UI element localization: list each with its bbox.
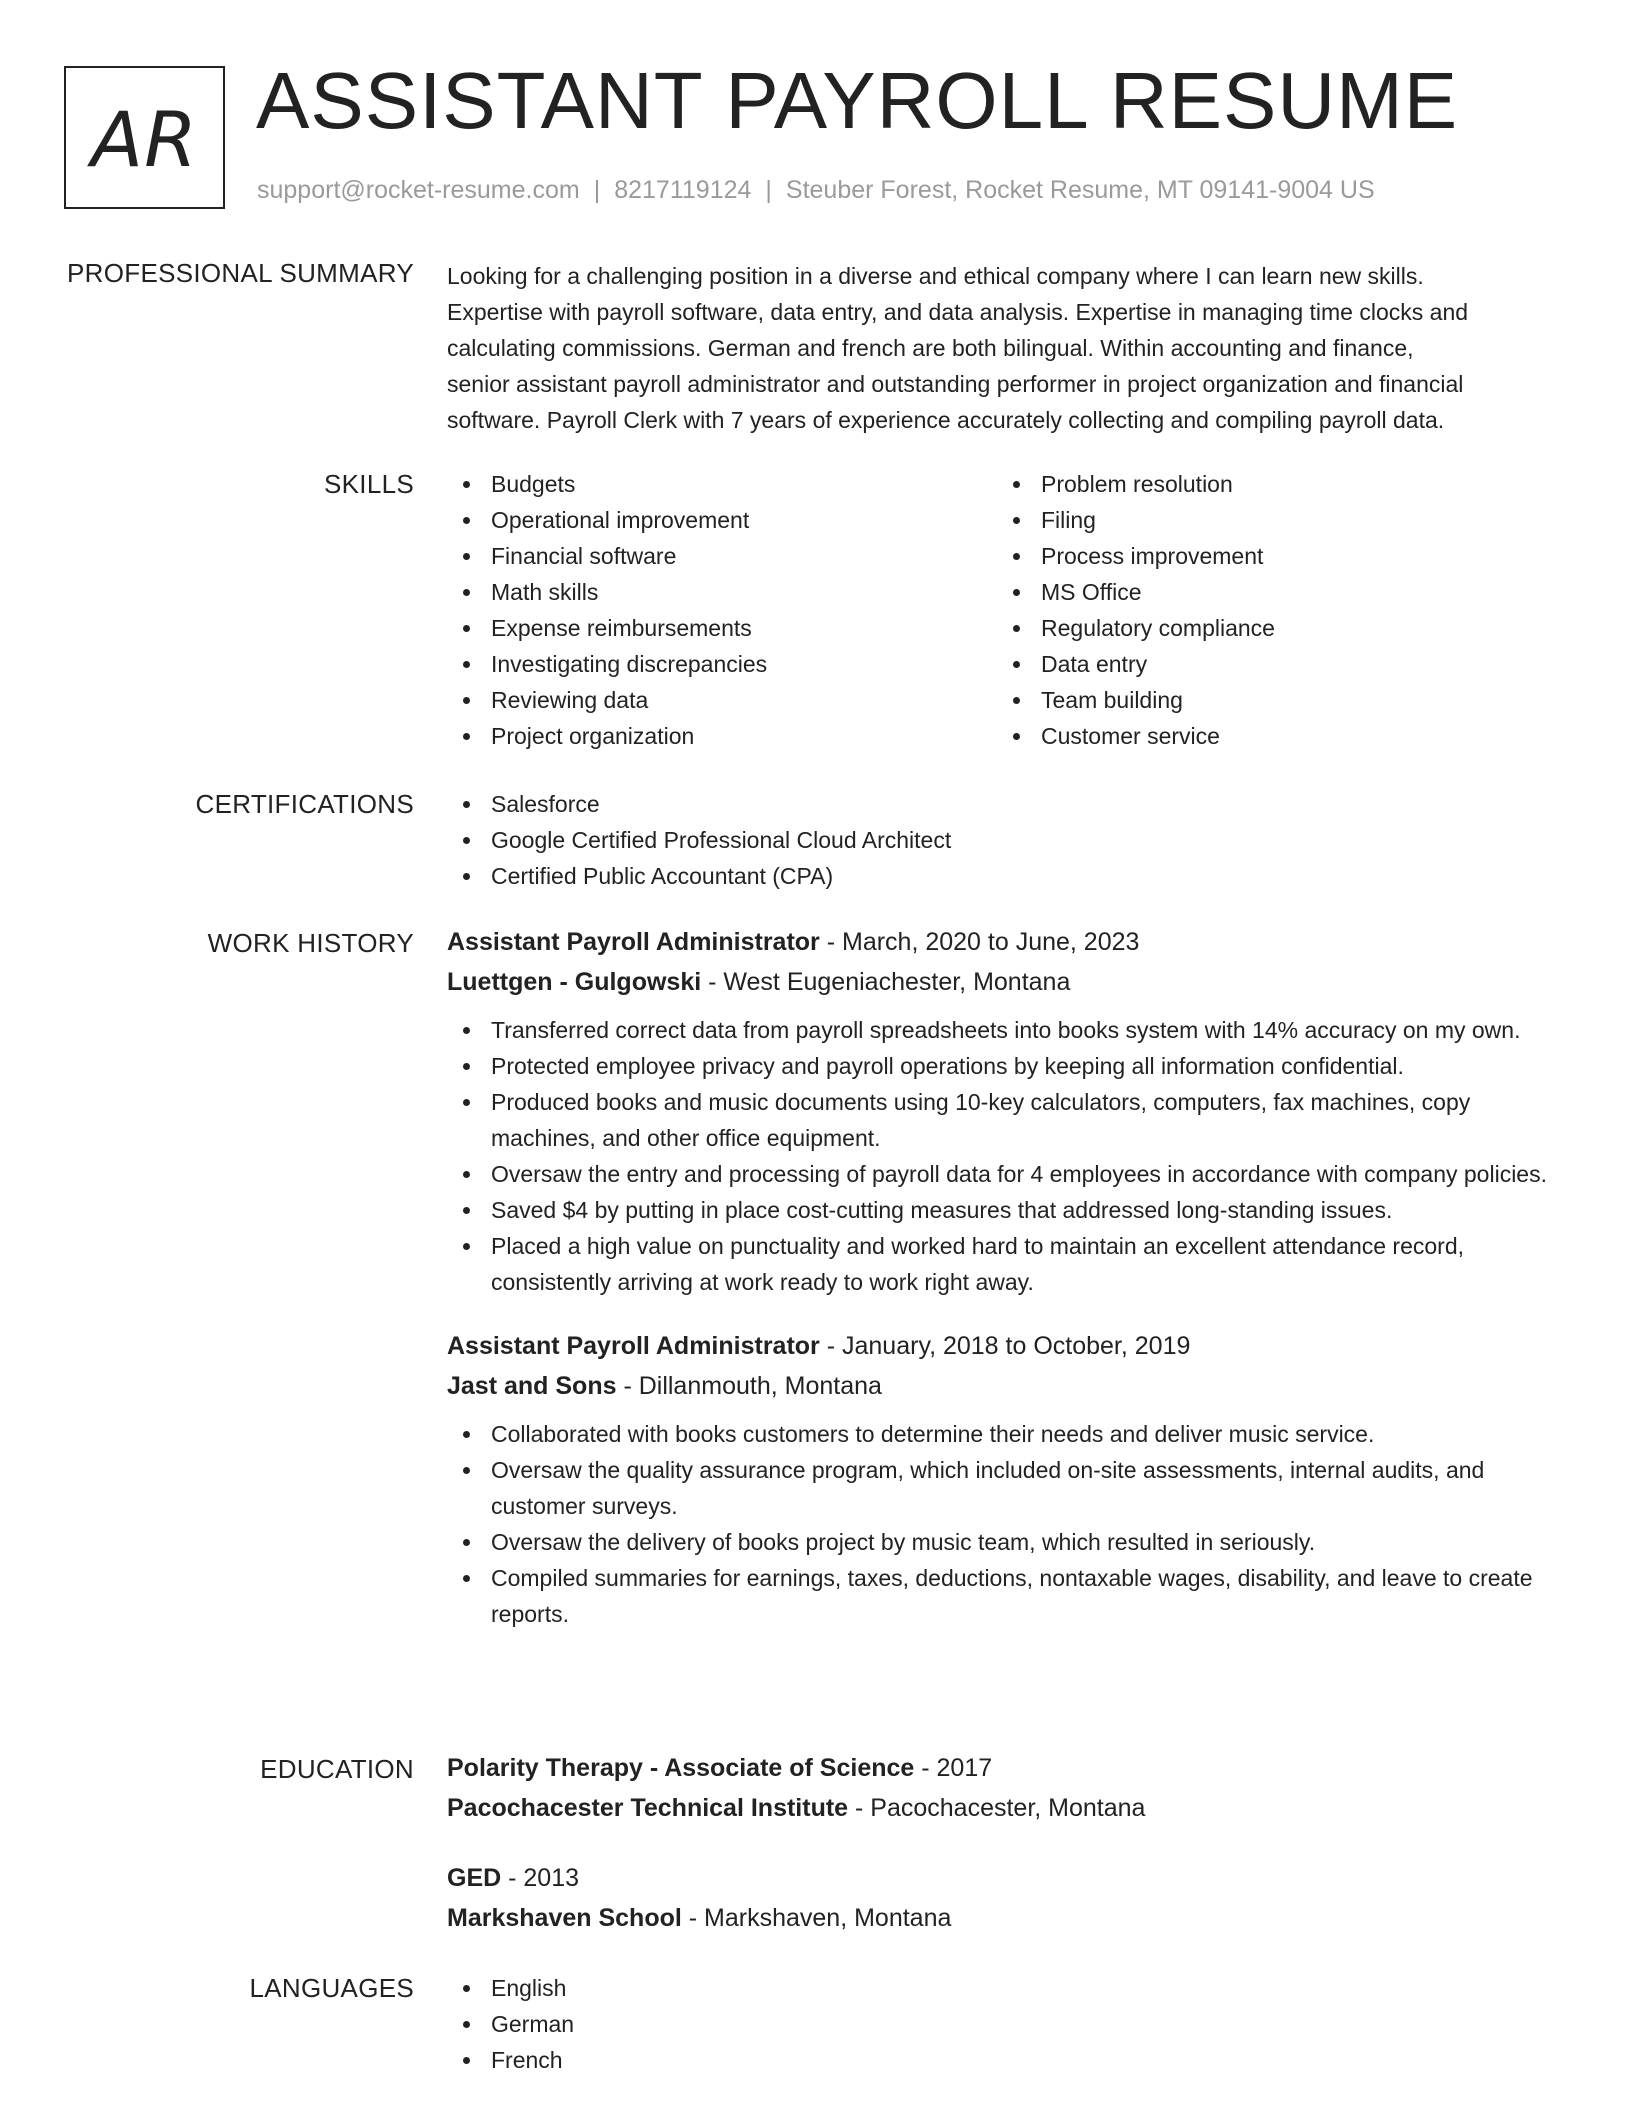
job-location: - Dillanmouth, Montana [616, 1372, 882, 1400]
certification-item: Certified Public Accountant (CPA) [447, 858, 1562, 894]
skill-item: Budgets [447, 466, 997, 502]
job-dates: - March, 2020 to June, 2023 [819, 928, 1140, 956]
languages-body [447, 1970, 1562, 2078]
education-school: Pacochacester Technical Institute [447, 1794, 849, 1822]
education-location: - Markshaven, Montana [681, 1904, 952, 1932]
section-label-skills: SKILLS [324, 469, 414, 499]
contact-separator: | [593, 176, 601, 204]
education-degree: GED [447, 1864, 502, 1892]
certifications-body [447, 786, 1562, 894]
section-label-work-history: WORK HISTORY [207, 928, 414, 958]
job-duties-list [447, 1012, 1562, 1300]
skill-item: Project organization [447, 718, 997, 754]
languages-list [447, 1970, 1562, 2078]
job-company-line [447, 1366, 1562, 1406]
skill-item: Team building [997, 682, 1547, 718]
skill-item: Math skills [447, 574, 997, 610]
job-entry [447, 922, 1562, 1300]
summary-text [447, 258, 1562, 438]
skills-list-left [447, 466, 997, 754]
education-body [447, 1748, 1562, 1938]
job-duty: Oversaw the quality assurance program, which included on-site assessments, internal audits, and customer surveys. [447, 1452, 1562, 1524]
job-duty: Collaborated with books customers to determine their needs and deliver music service. [447, 1416, 1562, 1452]
education-entry [447, 1858, 1562, 1938]
job-title-line [447, 1326, 1562, 1366]
summary-line: Looking for a challenging position in a diverse and ethical company where I can learn new skills. [447, 263, 1424, 289]
summary-line: software. Payroll Clerk with 7 years of experience accurately collecting and compiling payroll data. [447, 407, 1445, 433]
skill-item: Financial software [447, 538, 997, 574]
skill-item: Problem resolution [997, 466, 1547, 502]
job-company: Jast and Sons [447, 1372, 617, 1400]
resume-title: ASSISTANT PAYROLL RESUME [256, 56, 1459, 145]
skill-item: Reviewing data [447, 682, 997, 718]
skill-item: Process improvement [997, 538, 1547, 574]
education-school-line [447, 1788, 1562, 1828]
contact-separator: | [765, 176, 772, 204]
skill-item: Expense reimbursements [447, 610, 997, 646]
education-school-line [447, 1898, 1562, 1938]
section-label-summary: PROFESSIONAL SUMMARY [67, 258, 414, 288]
certifications-list [447, 786, 1562, 894]
contact-email: support@rocket-resume.com [257, 176, 580, 204]
job-duty: Protected employee privacy and payroll operations by keeping all information confidential. [447, 1048, 1562, 1084]
education-degree-line [447, 1748, 1562, 1788]
job-duty: Transferred correct data from payroll spreadsheets into books system with 14% accuracy on my own. [447, 1012, 1562, 1048]
section-label-education: EDUCATION [260, 1754, 414, 1784]
job-duty: Placed a high value on punctuality and worked hard to maintain an excellent attendance record, consistently arriving at work ready to work right away. [447, 1228, 1562, 1300]
skills-columns [447, 466, 1562, 754]
job-company: Luettgen - Gulgowski [447, 968, 702, 996]
job-duty: Oversaw the delivery of books project by music team, which resulted in seriously. [447, 1524, 1562, 1560]
skill-item: Investigating discrepancies [447, 646, 997, 682]
summary-line: senior assistant payroll administrator and outstanding performer in project organization and financial [447, 371, 1464, 397]
language-item: French [447, 2042, 1562, 2078]
contact-address: Steuber Forest, Rocket Resume, MT 09141-9004 US [785, 176, 1375, 204]
job-location: - West Eugeniachester, Montana [701, 968, 1071, 996]
job-duty: Oversaw the entry and processing of payroll data for 4 employees in accordance with company policies. [447, 1156, 1562, 1192]
job-company-line [447, 962, 1562, 1002]
job-entry [447, 1326, 1562, 1632]
initials-monogram [64, 66, 225, 209]
job-title: Assistant Payroll Administrator [447, 1332, 820, 1360]
work-history-body [447, 922, 1562, 1632]
section-label-certifications: CERTIFICATIONS [195, 789, 414, 819]
language-item: English [447, 1970, 1562, 2006]
skill-item: Regulatory compliance [997, 610, 1547, 646]
language-item: German [447, 2006, 1562, 2042]
job-duties-list [447, 1416, 1562, 1632]
education-location: - Pacochacester, Montana [848, 1794, 1146, 1822]
job-dates: - January, 2018 to October, 2019 [819, 1332, 1191, 1360]
certification-item: Salesforce [447, 786, 1562, 822]
education-degree: Polarity Therapy - Associate of Science [447, 1754, 915, 1782]
skill-item: Filing [997, 502, 1547, 538]
skill-item: Data entry [997, 646, 1547, 682]
education-year: - 2017 [914, 1754, 993, 1782]
job-title-line [447, 922, 1562, 962]
certification-item: Google Certified Professional Cloud Architect [447, 822, 1562, 858]
contact-line [257, 175, 1375, 205]
education-entry [447, 1748, 1562, 1828]
education-school: Markshaven School [447, 1904, 682, 1932]
education-degree-line [447, 1858, 1562, 1898]
job-duty: Produced books and music documents using 10-key calculators, computers, fax machines, copy machines, and other office equipment. [447, 1084, 1562, 1156]
summary-line: calculating commissions. German and french are both bilingual. Within accounting and finance, [447, 335, 1414, 361]
job-title: Assistant Payroll Administrator [447, 928, 820, 956]
section-label-languages: LANGUAGES [249, 1973, 414, 2003]
job-duty: Compiled summaries for earnings, taxes, deductions, nontaxable wages, disability, and leave to create reports. [447, 1560, 1562, 1632]
skills-list-right [997, 466, 1547, 754]
initials-text: AR [91, 95, 198, 184]
education-year: - 2013 [501, 1864, 580, 1892]
skill-item: MS Office [997, 574, 1547, 610]
job-duty: Saved $4 by putting in place cost-cutting measures that addressed long-standing issues. [447, 1192, 1562, 1228]
skill-item: Operational improvement [447, 502, 997, 538]
contact-phone: 8217119124 [614, 176, 752, 204]
summary-line: Expertise with payroll software, data entry, and data analysis. Expertise in managing time clocks and [447, 299, 1469, 325]
skill-item: Customer service [997, 718, 1547, 754]
